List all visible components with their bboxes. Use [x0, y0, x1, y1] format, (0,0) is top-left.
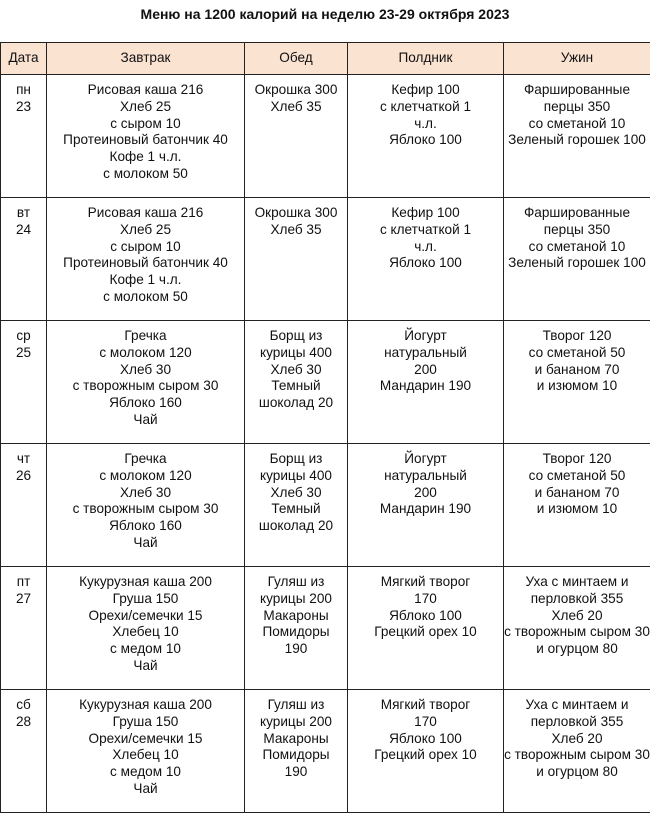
menu-line: Яблоко 100	[348, 731, 503, 748]
date-cell	[1, 75, 47, 198]
menu-line: Яблоко 100	[348, 132, 503, 149]
menu-line: курицы 200	[245, 591, 347, 608]
menu-line: Темный	[245, 501, 347, 518]
menu-line: Хлеб 30	[245, 485, 347, 502]
date-number: 28	[1, 714, 46, 731]
date-number: 23	[1, 99, 46, 116]
menu-line: с медом 10	[47, 764, 244, 781]
breakfast-cell	[47, 690, 245, 813]
menu-line: с клетчаткой 1	[348, 99, 503, 116]
menu-line: со сметаной 10	[504, 116, 650, 133]
menu-line: Кукурузная каша 200	[47, 574, 244, 591]
menu-line: шоколад 20	[245, 395, 347, 412]
menu-line: Кофе 1 ч.л.	[47, 149, 244, 166]
menu-line: перловкой 355	[504, 714, 650, 731]
date-cell	[1, 444, 47, 567]
menu-line: Фаршированные	[504, 82, 650, 99]
menu-line: Хлеб 25	[47, 222, 244, 239]
table-row	[1, 690, 650, 813]
snack-cell	[348, 444, 504, 567]
menu-line: перцы 350	[504, 222, 650, 239]
menu-line: перловкой 355	[504, 591, 650, 608]
menu-line: Хлеб 20	[504, 608, 650, 625]
menu-line: Хлеб 30	[47, 362, 244, 379]
menu-line: шоколад 20	[245, 518, 347, 535]
menu-line: с сыром 10	[47, 116, 244, 133]
dinner-cell	[504, 567, 650, 690]
menu-line: с творожным сыром 30	[504, 624, 650, 641]
menu-line: Хлеб 35	[245, 222, 347, 239]
breakfast-cell	[47, 321, 245, 444]
menu-line: Хлеб 30	[47, 485, 244, 502]
menu-line: Хлеб 20	[504, 731, 650, 748]
menu-line: Протеиновый батончик 40	[47, 132, 244, 149]
menu-line: Помидоры	[245, 624, 347, 641]
menu-line: и изюмом 10	[504, 501, 650, 518]
dinner-cell	[504, 321, 650, 444]
date-number: 26	[1, 468, 46, 485]
menu-line: Йогурт	[348, 451, 503, 468]
menu-line: курицы 400	[245, 345, 347, 362]
date-number: 25	[1, 345, 46, 362]
date-cell	[1, 567, 47, 690]
menu-line: Орехи/семечки 15	[47, 608, 244, 625]
day-label: пн	[1, 82, 46, 99]
menu-line: Орехи/семечки 15	[47, 731, 244, 748]
menu-body	[1, 75, 650, 813]
snack-cell	[348, 198, 504, 321]
menu-line: Хлеб 30	[245, 362, 347, 379]
date-number: 27	[1, 591, 46, 608]
day-label: чт	[1, 451, 46, 468]
menu-line: Мандарин 190	[348, 501, 503, 518]
menu-line: Зеленый горошек 100	[504, 255, 650, 272]
menu-line: с медом 10	[47, 641, 244, 658]
lunch-cell	[245, 321, 348, 444]
menu-line: Чай	[47, 781, 244, 798]
menu-line: с молоком 120	[47, 345, 244, 362]
menu-line: Борщ из	[245, 328, 347, 345]
date-cell	[1, 198, 47, 321]
snack-cell	[348, 567, 504, 690]
breakfast-cell	[47, 75, 245, 198]
menu-line: Рисовая каша 216	[47, 82, 244, 99]
date-cell	[1, 321, 47, 444]
date-number: 24	[1, 222, 46, 239]
menu-line: 190	[245, 764, 347, 781]
header-date: Дата	[1, 43, 47, 75]
dinner-cell	[504, 690, 650, 813]
menu-line: Кофе 1 ч.л.	[47, 272, 244, 289]
table-row	[1, 321, 650, 444]
menu-line: с молоком 50	[47, 166, 244, 183]
table-row	[1, 75, 650, 198]
menu-line: Гречка	[47, 328, 244, 345]
header-lunch: Обед	[245, 43, 348, 75]
menu-line: ч.л.	[348, 239, 503, 256]
menu-line: Макароны	[245, 731, 347, 748]
menu-line: Хлеб 25	[47, 99, 244, 116]
menu-line: 170	[348, 714, 503, 731]
menu-line: Гречка	[47, 451, 244, 468]
menu-line: Чай	[47, 535, 244, 552]
menu-line: натуральный	[348, 468, 503, 485]
header-row	[1, 43, 650, 75]
lunch-cell	[245, 690, 348, 813]
lunch-cell	[245, 567, 348, 690]
menu-line: Хлебец 10	[47, 747, 244, 764]
menu-line: Мандарин 190	[348, 378, 503, 395]
day-label: сб	[1, 697, 46, 714]
menu-line: Кукурузная каша 200	[47, 697, 244, 714]
menu-line: Темный	[245, 378, 347, 395]
menu-line: с клетчаткой 1	[348, 222, 503, 239]
menu-line: натуральный	[348, 345, 503, 362]
menu-line: и огурцом 80	[504, 764, 650, 781]
dinner-cell	[504, 444, 650, 567]
menu-line: со сметаной 50	[504, 468, 650, 485]
menu-line: Уха с минтаем и	[504, 697, 650, 714]
breakfast-cell	[47, 567, 245, 690]
menu-line: Гуляш из	[245, 697, 347, 714]
menu-line: с молоком 120	[47, 468, 244, 485]
menu-line: 200	[348, 362, 503, 379]
menu-line: Окрошка 300	[245, 82, 347, 99]
day-label: пт	[1, 574, 46, 591]
menu-line: с творожным сыром 30	[47, 501, 244, 518]
menu-line: с молоком 50	[47, 289, 244, 306]
menu-line: Яблоко 100	[348, 608, 503, 625]
menu-line: Борщ из	[245, 451, 347, 468]
menu-line: Рисовая каша 216	[47, 205, 244, 222]
header-dinner: Ужин	[504, 43, 650, 75]
menu-line: Уха с минтаем и	[504, 574, 650, 591]
menu-line: ч.л.	[348, 116, 503, 133]
menu-line: Чай	[47, 658, 244, 675]
breakfast-cell	[47, 198, 245, 321]
menu-line: с творожным сыром 30	[504, 747, 650, 764]
menu-line: Фаршированные	[504, 205, 650, 222]
table-row	[1, 567, 650, 690]
menu-line: с творожным сыром 30	[47, 378, 244, 395]
table-row	[1, 444, 650, 567]
menu-line: со сметаной 10	[504, 239, 650, 256]
menu-line: Макароны	[245, 608, 347, 625]
menu-table	[0, 42, 650, 813]
menu-line: Яблоко 160	[47, 518, 244, 535]
menu-line: Мягкий творог	[348, 697, 503, 714]
header-breakfast: Завтрак	[47, 43, 245, 75]
menu-line: 170	[348, 591, 503, 608]
snack-cell	[348, 321, 504, 444]
menu-line: Яблоко 100	[348, 255, 503, 272]
table-row	[1, 198, 650, 321]
menu-line: Йогурт	[348, 328, 503, 345]
menu-line: Кефир 100	[348, 205, 503, 222]
menu-line: перцы 350	[504, 99, 650, 116]
date-cell	[1, 690, 47, 813]
menu-line: Кефир 100	[348, 82, 503, 99]
menu-line: Творог 120	[504, 328, 650, 345]
lunch-cell	[245, 444, 348, 567]
menu-line: Чай	[47, 412, 244, 429]
menu-line: Грецкий орех 10	[348, 624, 503, 641]
menu-line: Протеиновый батончик 40	[47, 255, 244, 272]
menu-line: Гуляш из	[245, 574, 347, 591]
menu-line: Грецкий орех 10	[348, 747, 503, 764]
header-snack: Полдник	[348, 43, 504, 75]
dinner-cell	[504, 75, 650, 198]
lunch-cell	[245, 75, 348, 198]
menu-line: 200	[348, 485, 503, 502]
menu-line: Груша 150	[47, 714, 244, 731]
menu-line: Мягкий творог	[348, 574, 503, 591]
menu-line: и бананом 70	[504, 362, 650, 379]
menu-line: Груша 150	[47, 591, 244, 608]
day-label: ср	[1, 328, 46, 345]
menu-line: 190	[245, 641, 347, 658]
breakfast-cell	[47, 444, 245, 567]
menu-line: курицы 200	[245, 714, 347, 731]
dinner-cell	[504, 198, 650, 321]
menu-line: Окрошка 300	[245, 205, 347, 222]
day-label: вт	[1, 205, 46, 222]
menu-line: Хлеб 35	[245, 99, 347, 116]
menu-line: Помидоры	[245, 747, 347, 764]
menu-line: со сметаной 50	[504, 345, 650, 362]
menu-line: и бананом 70	[504, 485, 650, 502]
menu-line: курицы 400	[245, 468, 347, 485]
menu-line: и огурцом 80	[504, 641, 650, 658]
lunch-cell	[245, 198, 348, 321]
page-title: Меню на 1200 калорий на неделю 23-29 октября 2023	[0, 4, 650, 24]
menu-line: и изюмом 10	[504, 378, 650, 395]
snack-cell	[348, 75, 504, 198]
menu-line: Яблоко 160	[47, 395, 244, 412]
menu-line: Творог 120	[504, 451, 650, 468]
menu-line: с сыром 10	[47, 239, 244, 256]
menu-line: Зеленый горошек 100	[504, 132, 650, 149]
snack-cell	[348, 690, 504, 813]
menu-line: Хлебец 10	[47, 624, 244, 641]
